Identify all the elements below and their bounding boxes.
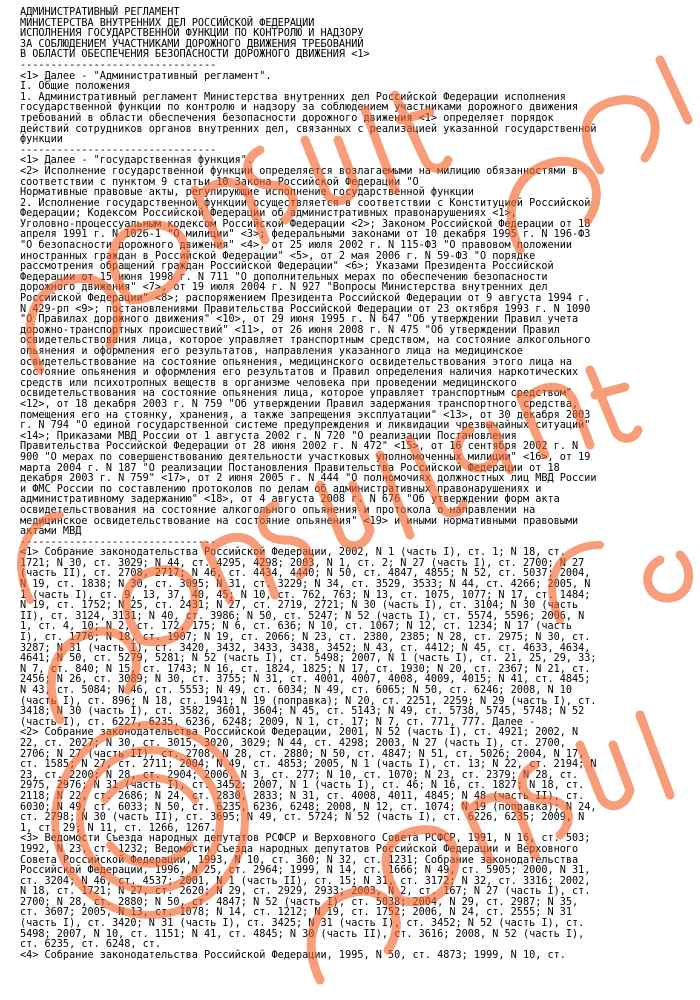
document-line: 4641; N 50, ст. 5279, 5281; N 52 (часть I), ст. 5498; 2007, N 1 (часть I), ст. 21, 25, 29, 33; <box>20 653 597 665</box>
document-line: 5498; 2007, N 10, ст. 1151; N 41, ст. 4845; N 30 (часть II), ст. 3616; 2008, N 52 (часть I), <box>20 928 585 940</box>
document-line: Российской Федерации" <8>; распоряжением Президента Российской Федерации от 9 августа 1994 г. <box>20 293 591 305</box>
document-line: 6030; N 49, ст. 6033; N 50, ст. 6235, 6236, 6248; 2008, N 12, ст. 1074; N 19 (поправка); N 24, <box>20 801 597 813</box>
document-line: 3418; N 30 (часть I), ст. 3582, 3601, 3604; N 45, ст. 5143; N 49, ст. 5738, 5745, 5748; N 52 <box>20 706 585 718</box>
document-line: 1. Административный регламент Министерства внутренних дел Российской Федерации исполнения <box>20 91 566 103</box>
document-line: N 19, ст. 1752; N 25, ст. 2431; N 27, ст. 2719, 2721; N 30 (часть I), ст. 3104; N 30 (часть <box>20 600 579 612</box>
document-line: освидетельствования лица, которое управляет транспортным средством, на состояние алкогольного <box>20 335 591 347</box>
document-line: Уголовно-процессуальным кодексом Российской Федерации <2>; Законом Российской Федерации от 18 <box>20 218 591 230</box>
document-line: (часть I), ст. 896; N 18, ст. 1941; N 19 (поправка); N 20, ст. 2251, 2259; N 29 (часть I), ст. <box>20 695 597 707</box>
document-line: АДМИНИСТРАТИВНЫЙ РЕГЛАМЕНТ <box>20 7 180 18</box>
document-line: помещения его на стоянку, хранения, а также запрещения эксплуатации" <13>, от 30 декабря 2003 <box>20 409 591 421</box>
document-line: освидетельствование на состояние опьянения, медицинского освидетельствования этого лица на <box>20 356 573 368</box>
document-line: 2975, 2976; N 31 (часть I), ст. 3452; 2007, N 1 (часть I), ст. 46; N 16, ст. 1827; N 18, ст. <box>20 780 585 792</box>
document-line: ст. 1585; N 27, ст. 2711; 2004; N 49, ст. 4853; 2005, N 1 (часть I), ст. 13; N 22, ст. 2194; N <box>20 759 597 771</box>
document-line: соответствии с пунктом 9 статьи 10 Закона Российской Федерации "О <box>20 176 419 188</box>
document-line: декабря 2003 г. N 759" <17>, от 2 июня 2005 г. N 444 "О полномочиях должностных лиц МВД России <box>20 473 597 485</box>
document-line: 1, ст. 4, 10; N 2, ст. 172, 175; N 6, ст. 636; N 10, ст. 1067; N 12, ст. 1234; N 17 (часть <box>20 621 573 633</box>
document-line: дорожного движения" <7>, от 19 июля 2004 г. N 927 "Вопросы Министерства внутренних дел <box>20 282 548 294</box>
document-line: ИСПОЛНЕНИЯ ГОСУДАРСТВЕННОЙ ФУНКЦИИ ПО КОНТРОЛЮ И НАДЗОРУ <box>20 28 364 40</box>
document-line: ст. 3607; 2005, N 13, ст. 1078; N 14, ст. 1212; N 19, ст. 1752; 2006, N 24, ст. 2555; N 31 <box>20 907 573 919</box>
document-line: ст. 6235, ст. 6248, ст. <box>20 939 162 951</box>
document-line: опьянения и оформления его результатов, направления указанного лица на медицинское <box>20 346 523 357</box>
document-line: В ОБЛАСТИ ОБЕСПЕЧЕНИЯ БЕЗОПАСНОСТИ ДОРОЖНОГО ДВИЖЕНИЯ <1> <box>20 49 370 61</box>
document-line: 1992, N 23, ст. 1232; Ведомости Съезда народных депутатов Российской Федерации и Верховного <box>20 843 579 855</box>
document-line: Правительства Российской Федерации от 28 июня 2002 г. N 472" <15>, от 16 сентября 2002 г. N <box>20 441 579 453</box>
document-line: <2> Исполнение государственной функции определяется возлагаемыми на милицию обязанностями в <box>20 165 579 177</box>
document-line: 2456; N 26, ст. 3089; N 30, ст. 3755; N 31, ст. 4001, 4007, 4008, 4009, 4015; N 41, ст. 4845; <box>20 674 591 686</box>
document-line: медицинское освидетельствование на состояние опьянения" <19> и иными нормативными правовыми <box>20 515 579 527</box>
document-line: "О безопасности дорожного движения" <4>, от 25 июля 2002 г. N 115-ФЗ "О правовом положении <box>20 240 573 252</box>
document-line: ст. 2798; N 30 (часть II), ст. 3695; N 49, ст. 5724; N 52 (часть I), ст. 6226, 6235; 2009, N <box>20 812 585 824</box>
document-line: N 19, ст. 1838; N 30, ст. 3095; N 31, ст. 3229; N 34, ст. 3529, 3533; N 44, ст. 4266; 2005, N <box>20 579 591 591</box>
document-line: (часть I), ст. 3420; N 31 (часть I), ст. 3425; N 31 (часть I), ст. 3452; N 52 (часть I), ст. <box>20 918 585 930</box>
document-line: <4> Собрание законодательства Российской Федерации, 1995, N 50, ст. 4873; 1999, N 10, ст. <box>20 949 566 961</box>
document-line: 2. Исполнение государственной функции осуществляется в соответствии с Конституцией Российской <box>20 197 591 209</box>
document-line: -------------------------------- <box>20 536 217 548</box>
document-line: 2700; N 28, ст. 2880; N 50, ст. 4847; N 52 (часть I), ст. 5038; 2004, N 29, ст. 2987; N 35, <box>20 896 579 908</box>
document-line: <12>, от 18 декабря 2003 г. N 759 "Об утверждении Правил задержания транспортного средства, <box>20 398 579 410</box>
document-line: -------------------------------- <box>20 144 217 156</box>
document-line: N 7, ст. 840; N 15, ст. 1743; N 16, ст. 1824, 1825; N 17, ст. 1930; N 20, ст. 2367; N 21, ст. <box>20 663 591 675</box>
document-line: Нормативные правовые акты, регулирующие исполнение государственной функции <box>20 187 474 199</box>
document-line: средств или психотропных веществ в организме человека при проведении медицинского <box>20 377 517 389</box>
document-line: состояние опьянения и оформления его результатов и Правил определения наличия наркотических <box>20 367 579 379</box>
document-line: -------------------------------- <box>20 59 217 71</box>
document-line: 2118; N 22, ст. 2686; N 24, ст. 2830, 2833; N 31, ст. 4008, 4011, 4845; N 48 (часть II), ст. <box>20 790 585 802</box>
document-body <box>20 8 696 961</box>
document-line: ст. 3204; N 46, ст. 4537; 2001, N 1 (часть II), ст. 15; N 31, ст. 3172; N 32, ст. 3316; 2002, <box>20 875 591 887</box>
document-line: Федерации; Кодексом Российской Федерации об административных правонарушениях <1>, <box>20 208 517 220</box>
document-line: 900 "О мерах по совершенствованию деятельности участковых уполномоченных милиции" <16>, от 19 <box>20 451 591 463</box>
document-line: рассмотрения обращений граждан Российской Федерации" <6>; Указами Президента Российской <box>20 261 554 273</box>
document-line: государственной функции по контролю и надзору за соблюдением участниками дорожного движения <box>20 102 579 114</box>
document-line: "О Правилах дорожного движения" <10>, от 29 июня 1995 г. N 647 "Об утверждении Правил учета <box>20 314 579 326</box>
document-line: действий сотрудников органов внутренних дел, связанных с реализацией указанной государственной <box>20 123 597 135</box>
document-line: функции <box>20 134 63 146</box>
document-line: дорожно-транспортных происшествий" <11>, от 26 июня 2008 г. N 475 "Об утверждении Правил <box>20 324 560 336</box>
document-line: N 18, ст. 1721; N 27, ст. 2620; N 29, ст. 2929, 2933; 2003, N 2, ст. 167; N 27 (часть I), ст. <box>20 886 591 898</box>
document-line: 22, ст. 2027; N 30, ст. 3015, 3020, 3029; N 44, ст. 4298; 2003, N 27 (часть I), ст. 2700, <box>20 737 566 749</box>
document-line: иностранных граждан в Российской Федерации" <5>, от 2 мая 2006 г. N 59-ФЗ "О порядке <box>20 250 536 262</box>
document-line: II), ст. 3124, 3131; N 40, ст. 3986; N 50, ст. 5247; N 52 (часть I), ст. 5574, 5596; 2006, N <box>20 610 585 622</box>
document-line: освидетельствования на состояние опьянения лица, которое управляет транспортным средством" <box>20 388 573 400</box>
document-line: требований в области обеспечения безопасности дорожного движения <1> определяет порядок <box>20 112 554 124</box>
document-line: 3287; N 31 (часть I), ст. 3420, 3432, 3433, 3438, 3452; N 43, ст. 4412; N 45, ст. 4633, 4634, <box>20 642 591 654</box>
document-line: <1> Далее - "Административный регламент". <box>20 70 272 82</box>
document-line: 1721; N 30, ст. 3029; N 44, ст. 4295, 4298; 2003, N 1, ст. 2; N 27 (часть I), ст. 2700; N 27 <box>20 557 585 569</box>
document-line: г. N 794 "О единой государственной системе предупреждения и ликвидации чрезвычайных ситуаций" <box>20 420 591 432</box>
document-line: <1> Собрание законодательства Российской Федерации, 2002, N 1 (часть I), ст. 1; N 18, ст. <box>20 547 566 559</box>
document-line: 23, ст. 2200; N 28, ст. 2904; 2006, N 3, ст. 277; N 10, ст. 1070; N 23, ст. 2379; N 28, ст. <box>20 769 579 781</box>
document-line: марта 2004 г. N 187 "О реализации Постановления Правительства Российской Федерации от 18 <box>20 462 560 474</box>
document-line: <3> Ведомости Съезда народных депутатов РСФСР и Верховного Совета РСФСР, 1991, N 16, ст. 503; <box>20 833 591 845</box>
document-line: МИНИСТЕРСТВА ВНУТРЕННИХ ДЕЛ РОССИЙСКОЙ ФЕДЕРАЦИИ <box>20 17 315 29</box>
document-line: (часть I), ст. 6227, 6235, 6236, 6248; 2009, N 1, ст. 17; N 7, ст. 771, 777. Далее - <box>20 716 536 728</box>
document-line: <1> Далее - "государственная функция". <box>20 155 254 167</box>
document-line: Российской Федерации, 1996, N 25, ст. 2964; 1999, N 14, ст. 1666; N 49, ст. 5905; 2000, N 31, <box>20 865 591 877</box>
document-line: I. Общие положения <box>20 81 131 93</box>
document-line: административному задержанию" <18>, от 4 августа 2008 г. N 676 "Об утверждении форм акта <box>20 494 560 506</box>
document-line: (часть II), ст. 2708, 2717; N 46, ст. 4434, 4440; N 50, ст. 4847, 4855; N 52, ст. 5037; 2004, <box>20 568 591 580</box>
document-line: ЗА СОБЛЮДЕНИЕМ УЧАСТНИКАМИ ДОРОЖНОГО ДВИЖЕНИЯ ТРЕБОВАНИЙ <box>20 38 364 50</box>
document-line: I), ст. 1776; N 18, ст. 1907; N 19, ст. 2066; N 23, ст. 2380, 2385; N 28, ст. 2975; N 30, ст. <box>20 632 591 644</box>
document-line: N 429-рп <9>; постановлениями Правительства Российской Федерации от 23 октября 1993 г. N 1090 <box>20 303 591 315</box>
document-line: <14>; Приказами МВД России от 1 августа 2002 г. N 720 "О реализации Постановления <box>20 430 517 442</box>
document-line: Федерации от 15 июня 1998 г. N 711 "О дополнительных мерах по обеспечению безопасности <box>20 271 548 283</box>
document-line: освидетельствования на состояние алкогольного опьянения и протокола о направлении на <box>20 504 536 516</box>
document-line: актами МВД <box>20 526 82 538</box>
document-line: Совета Российской Федерации, 1993, N 10, ст. 360; N 32, ст. 1231; Собрание законодательства <box>20 854 579 866</box>
document-line: и ФМС России по составлению протоколов по делам об административных правонарушениях и <box>20 483 542 495</box>
document-line: N 43, ст. 5084; N 46, ст. 5553; N 49, ст. 6034; N 49, ст. 6065; N 50, ст. 6246; 2008, N 10 <box>20 685 573 696</box>
document-line: апреля 1991 г. N 1026-1 "О милиции" <3>; федеральными законами от 10 декабря 1995 г. N 196-ФЗ <box>20 229 591 241</box>
document-line: <2> Собрание законодательства Российской Федерации, 2001, N 52 (часть I), ст. 4921; 2002, N <box>20 727 579 739</box>
document-line: 2706; N 27 (часть II), ст. 2708, N 28, ст. 2880; N 50, ст. 4847; N 51, ст. 5026; 2004, N 17, <box>20 748 585 760</box>
document-line: 1, ст. 29; N 11, ст. 1266, 1267. <box>20 822 217 834</box>
document-line: 1 (часть I), ст. 9, 13, 37, 40, 45; N 10, ст. 762, 763; N 13, ст. 1075, 1077; N 17, ст. 1484; <box>20 589 591 601</box>
